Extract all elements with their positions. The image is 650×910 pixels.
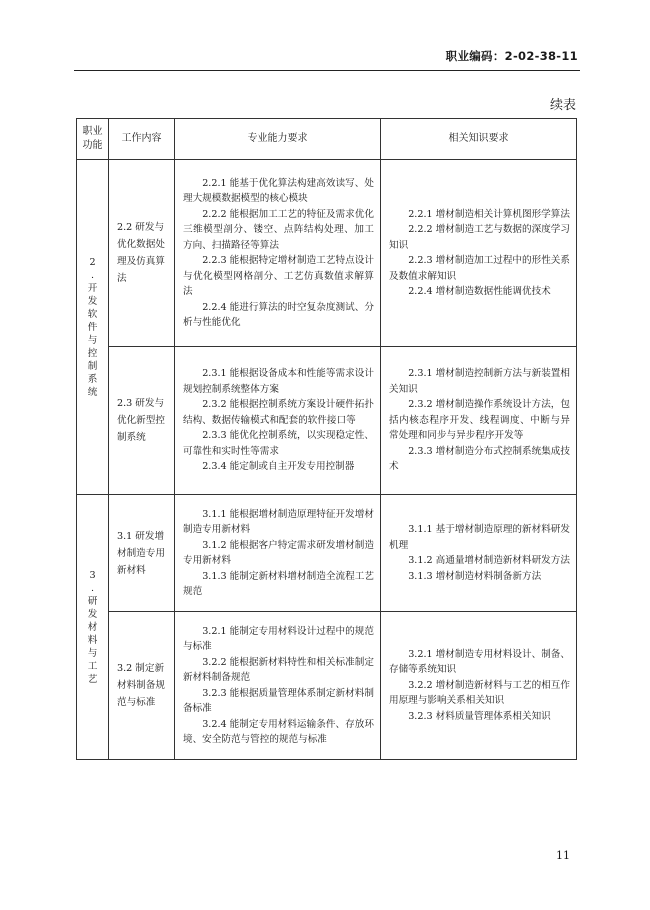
ability-item: 3.1.3 能制定新材料增材制造全流程工艺规范 xyxy=(183,570,374,597)
ability-cell xyxy=(175,612,381,760)
knowledge-cell xyxy=(381,347,577,495)
ability-item: 2.3.4 能定制或自主开发专用控制器 xyxy=(202,461,355,473)
ability-item: 3.2.1 能制定专用材料设计过程中的规范与标准 xyxy=(183,625,374,652)
table-row xyxy=(77,160,577,347)
header-cell-ability: 专业能力要求 xyxy=(175,119,381,160)
ability-item: 3.1.2 能根据客户特定需求研发增材制造专用新材料 xyxy=(183,539,374,566)
ability-cell xyxy=(175,160,381,347)
function-cell: 3 . 研 发 材 料 与 工 艺 xyxy=(77,495,109,760)
table-header-row xyxy=(77,119,577,160)
work-content-cell: 2.2 研发与优化数据处理及仿真算法 xyxy=(109,160,175,347)
ability-item: 2.3.2 能根据控制系统方案设计硬件拓扑结构、数据传输模式和配套的软件接口等 xyxy=(183,399,374,426)
ability-item: 2.3.3 能优化控制系统，以实现稳定性、可靠性和实时性等需求 xyxy=(183,430,374,457)
knowledge-cell xyxy=(381,612,577,760)
table-row xyxy=(77,347,577,495)
knowledge-item: 3.1.3 增材制造材料制备新方法 xyxy=(408,570,542,582)
knowledge-item: 2.3.3 增材制造分布式控制系统集成技术 xyxy=(389,445,570,473)
knowledge-item: 2.3.1 增材制造控制新方法与新装置相关知识 xyxy=(389,368,570,395)
ability-item: 2.2.4 能进行算法的时空复杂度测试、分析与性能优化 xyxy=(183,301,374,328)
knowledge-cell xyxy=(381,160,577,347)
knowledge-item: 2.2.2 增材制造工艺与数据的深度学习知识 xyxy=(389,224,570,251)
ability-item: 3.2.4 能制定专用材料运输条件、存放环境、安全防范与管控的规范与标准 xyxy=(183,718,374,745)
knowledge-item: 2.2.1 增材制造相关计算机图形学算法 xyxy=(408,208,570,220)
ability-item: 2.2.2 能根据加工工艺的特征及需求优化三维模型剖分、镂空、点阵结构处理、加工方向、扫描路径等算法 xyxy=(183,208,374,251)
occupation-code: 职业编码：2-02-38-11 xyxy=(445,49,578,63)
table-row xyxy=(77,495,577,612)
work-content-cell: 2.3 研发与优化新型控制系统 xyxy=(109,347,175,495)
knowledge-item: 2.2.3 增材制造加工过程中的形性关系及数值求解知识 xyxy=(389,255,570,282)
ability-item: 2.2.1 能基于优化算法构建高效读写、处理大规模数据模型的核心模块 xyxy=(183,177,374,204)
function-cell: 2 . 开 发 软 件 与 控 制 系 统 xyxy=(77,160,109,495)
header-cell-knowledge: 相关知识要求 xyxy=(381,119,577,160)
knowledge-item: 3.2.1 增材制造专用材料设计、制备、存储等系统知识 xyxy=(389,648,570,676)
header-cell-function: 职业功能 xyxy=(77,119,109,160)
ability-cell xyxy=(175,495,381,612)
table-body xyxy=(77,160,577,760)
page-number: 11 xyxy=(556,849,570,862)
knowledge-item: 2.2.4 增材制造数据性能调优技术 xyxy=(408,286,551,297)
ability-item: 3.1.1 能根据增材制造原理特征开发增材制造专用新材料 xyxy=(183,508,374,535)
continued-label: 续表 xyxy=(549,98,576,113)
knowledge-cell xyxy=(381,495,577,612)
ability-item: 3.2.3 能根据质量管理体系制定新材料制备标准 xyxy=(183,687,374,714)
table-row xyxy=(77,612,577,760)
knowledge-item: 3.1.1 基于增材制造原理的新材料研发机理 xyxy=(389,524,570,551)
ability-item: 3.2.2 能根据新材料特性和相关标准制定新材料制备规范 xyxy=(183,656,374,683)
ability-item: 2.3.1 能根据设备成本和性能等需求设计规划控制系统整体方案 xyxy=(183,368,374,395)
knowledge-item: 3.2.3 材料质量管理体系相关知识 xyxy=(408,710,551,722)
knowledge-item: 2.3.2 增材制造操作系统设计方法，包括内核态程序开发、线程调度、中断与异常处理和同步与异步程序开发等 xyxy=(389,399,570,442)
header-rule xyxy=(74,70,580,71)
ability-item: 2.2.3 能根据特定增材制造工艺特点设计与优化模型网格剖分、工艺仿真数值求解算法 xyxy=(183,255,374,297)
competency-table xyxy=(76,118,577,760)
ability-cell xyxy=(175,347,381,495)
knowledge-item: 3.2.2 增材制造新材料与工艺的相互作用原理与影响关系相关知识 xyxy=(389,679,570,707)
knowledge-item: 3.1.2 高通量增材制造新材料研发方法 xyxy=(408,555,570,566)
header-cell-work: 工作内容 xyxy=(109,119,175,160)
work-content-cell: 3.2 制定新材料制备规范与标准 xyxy=(109,612,175,760)
work-content-cell: 3.1 研发增材制造专用新材料 xyxy=(109,495,175,612)
